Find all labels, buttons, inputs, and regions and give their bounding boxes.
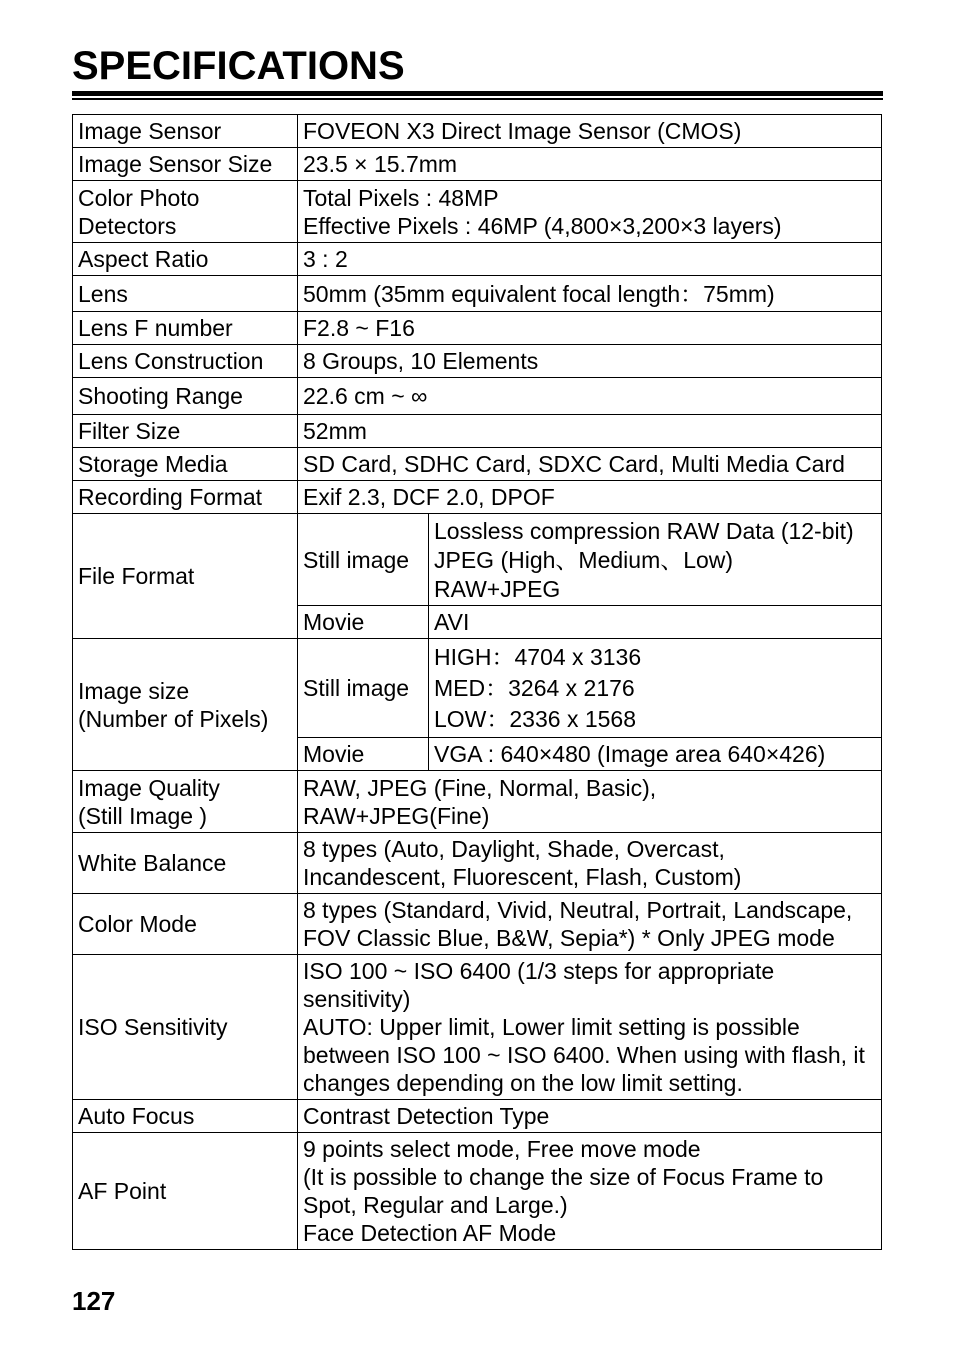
spec-sublabel: Movie bbox=[298, 738, 429, 771]
spec-value-line: LOW：2336 x 1568 bbox=[434, 706, 637, 732]
table-row bbox=[73, 181, 882, 243]
spec-value: 23.5 × 15.7mm bbox=[298, 148, 882, 181]
table-row bbox=[73, 276, 882, 312]
spec-label: Aspect Ratio bbox=[73, 243, 298, 276]
spec-label-line: Image size bbox=[78, 677, 190, 704]
spec-value: 22.6 cm ~ ∞ bbox=[298, 378, 882, 415]
spec-label: File Format bbox=[73, 514, 298, 639]
spec-value-line: between ISO 100 ~ ISO 6400. When using with flash, it bbox=[303, 1042, 865, 1068]
spec-value-line: sensitivity) bbox=[303, 986, 411, 1012]
spec-label-line: Color Photo bbox=[78, 184, 200, 211]
spec-value-line: RAW+JPEG bbox=[434, 575, 561, 602]
table-row bbox=[73, 1100, 882, 1133]
spec-label: Image Sensor Size bbox=[73, 148, 298, 181]
spec-value-line: Incandescent, Fluorescent, Flash, Custom) bbox=[303, 864, 742, 890]
spec-value bbox=[298, 955, 882, 1100]
table-row bbox=[73, 243, 882, 276]
spec-value bbox=[298, 181, 882, 243]
spec-value: F2.8 ~ F16 bbox=[298, 312, 882, 345]
spec-label-line: (Still Image ) bbox=[78, 802, 208, 829]
spec-label: Color Mode bbox=[73, 894, 298, 955]
spec-value-line: HIGH：4704 x 3136 bbox=[434, 644, 642, 670]
spec-label bbox=[73, 181, 298, 243]
spec-value: VGA : 640×480 (Image area 640×426) bbox=[429, 738, 882, 771]
spec-sublabel: Still image bbox=[298, 639, 429, 738]
spec-label bbox=[73, 771, 298, 833]
table-row bbox=[73, 415, 882, 448]
spec-value: Exif 2.3, DCF 2.0, DPOF bbox=[298, 481, 882, 514]
table-row bbox=[73, 833, 882, 894]
spec-label: Image Sensor bbox=[73, 115, 298, 148]
spec-value: SD Card, SDHC Card, SDXC Card, Multi Media Card bbox=[298, 448, 882, 481]
spec-sublabel: Movie bbox=[298, 606, 429, 639]
spec-value: AVI bbox=[429, 606, 882, 639]
spec-value-line: ISO 100 ~ ISO 6400 (1/3 steps for appropriate bbox=[303, 958, 775, 984]
spec-value: 52mm bbox=[298, 415, 882, 448]
spec-value: FOVEON X3 Direct Image Sensor (CMOS) bbox=[298, 115, 882, 148]
table-row bbox=[73, 639, 882, 738]
spec-value-line: AUTO: Upper limit, Lower limit setting is possible bbox=[303, 1014, 800, 1040]
spec-value-line: MED：3264 x 2176 bbox=[434, 675, 635, 701]
spec-value: 3 : 2 bbox=[298, 243, 882, 276]
spec-label: AF Point bbox=[73, 1133, 298, 1250]
spec-value-line: Total Pixels : 48MP bbox=[303, 184, 499, 211]
table-row bbox=[73, 481, 882, 514]
spec-label-line: Image Quality bbox=[78, 774, 220, 801]
table-row bbox=[73, 345, 882, 378]
spec-label: White Balance bbox=[73, 833, 298, 894]
spec-label: Lens Construction bbox=[73, 345, 298, 378]
spec-label bbox=[73, 639, 298, 771]
table-row bbox=[73, 771, 882, 833]
spec-value-line: 8 types (Standard, Vivid, Neutral, Portrait, Landscape, bbox=[303, 897, 853, 923]
spec-label: Lens F number bbox=[73, 312, 298, 345]
page-number: 127 bbox=[72, 1286, 116, 1316]
spec-value bbox=[298, 894, 882, 955]
spec-label: Shooting Range bbox=[73, 378, 298, 415]
spec-label-line: Detectors bbox=[78, 212, 177, 239]
spec-label: Storage Media bbox=[73, 448, 298, 481]
spec-value bbox=[298, 1133, 882, 1250]
spec-value-line: 9 points select mode, Free move mode bbox=[303, 1136, 701, 1162]
table-row bbox=[73, 514, 882, 606]
spec-label: Filter Size bbox=[73, 415, 298, 448]
spec-label: Recording Format bbox=[73, 481, 298, 514]
spec-value: Contrast Detection Type bbox=[298, 1100, 882, 1133]
table-row bbox=[73, 955, 882, 1100]
spec-value-line: Lossless compression RAW Data (12-bit) bbox=[434, 517, 854, 544]
table-row bbox=[73, 148, 882, 181]
spec-value-line: Effective Pixels : 46MP (4,800×3,200×3 layers) bbox=[303, 212, 782, 239]
spec-value-line: JPEG (High、Medium、Low) bbox=[434, 546, 734, 573]
table-row bbox=[73, 115, 882, 148]
spec-value-line: 8 types (Auto, Daylight, Shade, Overcast, bbox=[303, 836, 725, 862]
specifications-table bbox=[72, 114, 882, 1250]
spec-label: Auto Focus bbox=[73, 1100, 298, 1133]
title-rule-thin bbox=[72, 98, 883, 100]
table-row bbox=[73, 378, 882, 415]
spec-label: ISO Sensitivity bbox=[73, 955, 298, 1100]
spec-value bbox=[429, 514, 882, 606]
spec-value-line: FOV Classic Blue, B&W, Sepia*) * Only JPEG mode bbox=[303, 925, 835, 951]
spec-value-line: RAW+JPEG(Fine) bbox=[303, 802, 490, 829]
spec-value bbox=[298, 771, 882, 833]
spec-value: 8 Groups, 10 Elements bbox=[298, 345, 882, 378]
spec-value: 50mm (35mm equivalent focal length：75mm) bbox=[298, 276, 882, 312]
table-row bbox=[73, 1133, 882, 1250]
spec-label-line: (Number of Pixels) bbox=[78, 705, 269, 732]
table-row bbox=[73, 312, 882, 345]
table-row bbox=[73, 894, 882, 955]
spec-value-line: Face Detection AF Mode bbox=[303, 1220, 557, 1246]
spec-value-line: Spot, Regular and Large.) bbox=[303, 1192, 568, 1218]
page-title: SPECIFICATIONS bbox=[72, 44, 405, 88]
title-rule-thick bbox=[72, 91, 883, 96]
spec-value-line: (It is possible to change the size of Focus Frame to bbox=[303, 1164, 824, 1190]
spec-value-line: changes depending on the low limit setting. bbox=[303, 1070, 743, 1096]
spec-value bbox=[298, 833, 882, 894]
spec-value-line: RAW, JPEG (Fine, Normal, Basic), bbox=[303, 774, 657, 801]
spec-sublabel: Still image bbox=[298, 514, 429, 606]
spec-label: Lens bbox=[73, 276, 298, 312]
table-row bbox=[73, 448, 882, 481]
spec-value bbox=[429, 639, 882, 738]
